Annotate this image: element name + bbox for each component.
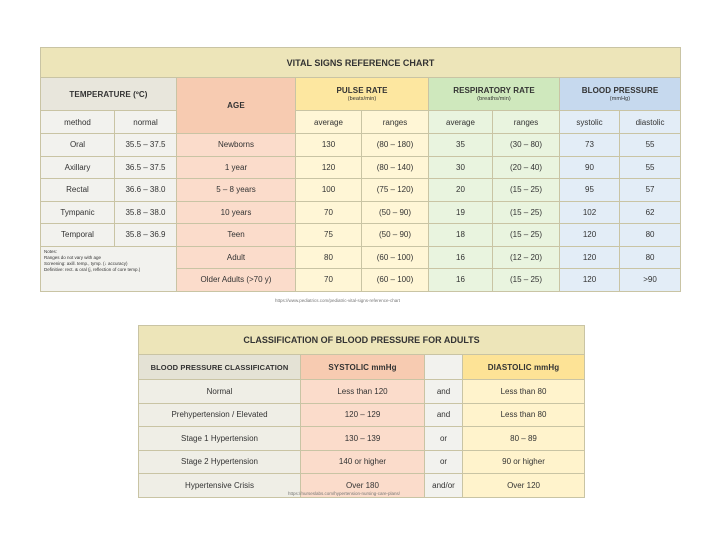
pulse-range: (60 – 100)	[362, 269, 429, 292]
bp-systolic: Less than 120	[301, 380, 425, 404]
vital-signs-row	[41, 156, 681, 179]
resp-average: 30	[429, 156, 493, 179]
temperature-header: TEMPERATURE (ºC)	[41, 78, 177, 111]
pulse-range: (50 – 90)	[362, 201, 429, 224]
bp-conjunction: or	[425, 427, 463, 451]
resp-range: (15 – 25)	[493, 269, 560, 292]
note-line: Notes:	[44, 248, 58, 254]
bp-classification-title: CLASSIFICATION OF BLOOD PRESSURE FOR ADULTS	[139, 326, 585, 355]
diastolic-value: 57	[620, 179, 681, 202]
bp-classification: Hypertensive Crisis	[139, 474, 301, 498]
temp-normal: 35.8 – 38.0	[115, 201, 177, 224]
bp-diastolic: Less than 80	[463, 403, 585, 427]
resp-range: (30 – 80)	[493, 134, 560, 157]
bp-systolic: 120 – 129	[301, 403, 425, 427]
diastolic-value: 55	[620, 134, 681, 157]
col-systolic-mmhg: SYSTOLIC mmHg	[301, 355, 425, 380]
col-resp-ranges: ranges	[493, 111, 560, 134]
systolic-value: 120	[560, 224, 620, 247]
pulse-range: (50 – 90)	[362, 224, 429, 247]
pulse-header: PULSE RATE (beats/min)	[296, 78, 429, 111]
bp-class-row	[139, 403, 585, 427]
bp-conjunction: or	[425, 450, 463, 474]
resp-average: 16	[429, 269, 493, 292]
temp-method: Temporal	[41, 224, 115, 247]
temp-method: Tympanic	[41, 201, 115, 224]
pulse-range: (60 – 100)	[362, 246, 429, 269]
respiratory-header: RESPIRATORY RATE (breaths/min)	[429, 78, 560, 111]
systolic-value: 95	[560, 179, 620, 202]
systolic-value: 73	[560, 134, 620, 157]
temp-normal: 35.8 – 36.9	[115, 224, 177, 247]
diastolic-value: 80	[620, 246, 681, 269]
vital-signs-row	[41, 224, 681, 247]
bp-class-row	[139, 450, 585, 474]
col-classification: BLOOD PRESSURE CLASSIFICATION	[139, 355, 301, 380]
bp-class-row	[139, 380, 585, 404]
col-pulse-ranges: ranges	[362, 111, 429, 134]
bp-diastolic: Over 120	[463, 474, 585, 498]
temp-method: Oral	[41, 134, 115, 157]
col-systolic: systolic	[560, 111, 620, 134]
systolic-value: 120	[560, 269, 620, 292]
age-cell: 1 year	[177, 156, 296, 179]
pulse-range: (75 – 120)	[362, 179, 429, 202]
bp-diastolic: 80 – 89	[463, 427, 585, 451]
age-cell: Teen	[177, 224, 296, 247]
pulse-average: 70	[296, 201, 362, 224]
bp-systolic: 130 – 139	[301, 427, 425, 451]
resp-average: 35	[429, 134, 493, 157]
vital-signs-title: VITAL SIGNS REFERENCE CHART	[41, 48, 681, 78]
note-line: Screening: axill. temp., tymp. (↓ accuracy)	[44, 260, 128, 266]
bp-class-row	[139, 427, 585, 451]
resp-range: (15 – 25)	[493, 201, 560, 224]
col-pulse-average: average	[296, 111, 362, 134]
pulse-range: (80 – 140)	[362, 156, 429, 179]
vital-signs-row	[41, 201, 681, 224]
bp-diastolic: Less than 80	[463, 380, 585, 404]
pulse-average: 75	[296, 224, 362, 247]
col-resp-average: average	[429, 111, 493, 134]
vital-signs-row	[41, 246, 681, 269]
pulse-range: (80 – 180)	[362, 134, 429, 157]
diastolic-value: 62	[620, 201, 681, 224]
resp-range: (12 – 20)	[493, 246, 560, 269]
age-header: AGE	[177, 78, 296, 134]
temp-normal: 36.6 – 38.0	[115, 179, 177, 202]
age-cell: Newborns	[177, 134, 296, 157]
col-diastolic: diastolic	[620, 111, 681, 134]
temp-method: Rectal	[41, 179, 115, 202]
diastolic-value: >90	[620, 269, 681, 292]
col-normal: normal	[115, 111, 177, 134]
bp-classification-source: https://nurseslabs.com/hypertension-nursing-care-plans/	[288, 491, 401, 496]
resp-average: 19	[429, 201, 493, 224]
systolic-value: 90	[560, 156, 620, 179]
systolic-value: 120	[560, 246, 620, 269]
bp-conjunction: and	[425, 403, 463, 427]
vital-signs-table	[40, 47, 681, 292]
diastolic-value: 80	[620, 224, 681, 247]
vital-signs-source: https://www.pediatrics.com/pediatric-vital-signs-reference-chart	[275, 298, 401, 303]
note-line: Definitive: rect. & oral (j, reflection of core temp.)	[44, 266, 141, 272]
pulse-average: 70	[296, 269, 362, 292]
systolic-value: 102	[560, 201, 620, 224]
resp-average: 20	[429, 179, 493, 202]
col-method: method	[41, 111, 115, 134]
col-diastolic-mmhg: DIASTOLIC mmHg	[463, 355, 585, 380]
col-conjunction	[425, 355, 463, 380]
pulse-average: 80	[296, 246, 362, 269]
bp-systolic: 140 or higher	[301, 450, 425, 474]
bp-systolic: Over 180	[301, 474, 425, 498]
bp-diastolic: 90 or higher	[463, 450, 585, 474]
pulse-average: 120	[296, 156, 362, 179]
pulse-average: 100	[296, 179, 362, 202]
bp-classification: Stage 2 Hypertension	[139, 450, 301, 474]
vital-signs-row	[41, 134, 681, 157]
bp-classification-table	[138, 325, 585, 498]
temp-normal: 35.5 – 37.5	[115, 134, 177, 157]
bp-conjunction: and	[425, 380, 463, 404]
pulse-average: 130	[296, 134, 362, 157]
resp-range: (20 – 40)	[493, 156, 560, 179]
resp-range: (15 – 25)	[493, 224, 560, 247]
bp-classification: Stage 1 Hypertension	[139, 427, 301, 451]
bp-conjunction: and/or	[425, 474, 463, 498]
temp-normal: 36.5 – 37.5	[115, 156, 177, 179]
bp-classification: Normal	[139, 380, 301, 404]
bp-classification: Prehypertension / Elevated	[139, 403, 301, 427]
resp-average: 18	[429, 224, 493, 247]
temperature-notes	[41, 246, 177, 291]
resp-range: (15 – 25)	[493, 179, 560, 202]
age-cell: 10 years	[177, 201, 296, 224]
diastolic-value: 55	[620, 156, 681, 179]
age-cell: Older Adults (>70 y)	[177, 269, 296, 292]
age-cell: Adult	[177, 246, 296, 269]
age-cell: 5 – 8 years	[177, 179, 296, 202]
resp-average: 16	[429, 246, 493, 269]
note-line: Ranges do not vary with age	[44, 254, 102, 260]
vital-signs-row	[41, 179, 681, 202]
blood-pressure-header: BLOOD PRESSURE (mmHg)	[560, 78, 681, 111]
temp-method: Axillary	[41, 156, 115, 179]
